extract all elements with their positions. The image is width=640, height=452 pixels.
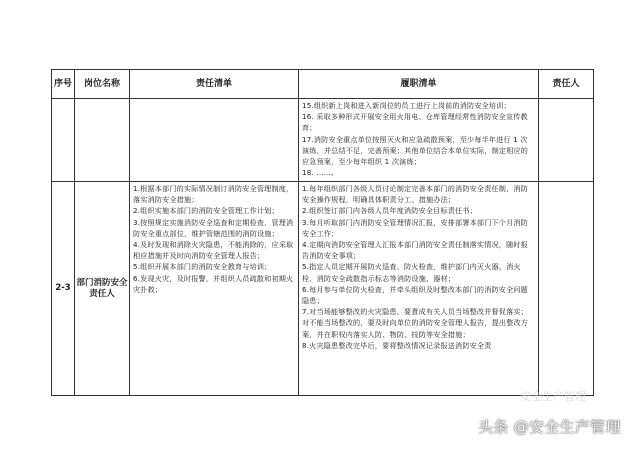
duty-item: 6.发现火灾，及时报警，并组织人员疏散和初期火灾扑救； [133,273,294,294]
header-seq: 序号 [52,70,75,99]
perform-item: 6.每月参与单位防火检查，并牵头组织及时整改本部门的消防安全问题隐患； [302,284,528,306]
row1-person [539,99,594,182]
perform-item: 5.指定人员定期开展防火巡查、防火检查，维护部门内灭火器、消火栓、消防安全疏散指示标志等消防设施、器材； [302,262,521,283]
duty-item: 3.按照规定实施消防安全巡查和定期检查，管理消防安全重点部位，维护管辖范围的消防设施； [133,217,294,238]
row2-duty [130,182,299,396]
table-row [52,99,594,182]
perform-item: 3.每月听取部门内消防安全管理情况汇报，安排部署本部门下个月消防安全工作； [302,217,528,238]
perform-item: 16. 采取多种形式开展安全用火用电、仓库管理经常性消防安全宣传教育； [302,112,528,133]
perform-item: 18. ……。 [302,168,339,178]
table-header-row [52,70,594,99]
perform-item: 1.每年组织部门各级人员讨论制定完善本部门的消防安全责任制、消防安全操作规程，明确具体职责分工、措施办法； [302,184,528,205]
duty-item: 4.及时发现和消除火灾隐患，不能消除的，应采取相应措施并及时向消防安全管理人报告； [133,240,294,261]
header-person: 责任人 [539,70,594,99]
faint-watermark: 安全生产管理 [520,390,586,403]
row2-person [539,182,594,396]
perform-item: 7.对当场能够整改的火灾隐患，要責成有关人员当场整改并督促落实；对不能当场整改的，要及时向单位的消防安全管理人报告，提出整改方案，并在职权内落实人防、物防、技防等安全措施； [302,307,529,339]
header-perform: 履职清单 [299,70,539,99]
row2-seq: 2-3 [52,182,75,396]
header-post: 岗位名称 [75,70,130,99]
row1-seq [52,99,75,182]
toutiao-watermark: 头条 @安全生产管理 [478,418,621,436]
duty-item: 5.组织开展本部门的消防安全教育与培训； [133,262,272,272]
row1-perform [299,99,539,182]
perform-item: 8.火灾隐患整改完毕后，要将整改情况记录报送消防安全责 [302,340,492,350]
row1-post [75,99,130,182]
perform-item: 4.定期向消防安全管理人汇报本部门消防安全责任制落实情况，随时报告消防安全事项； [302,240,528,261]
header-duty: 责任清单 [130,70,299,99]
duty-item: 1.根据本部门的实际情况制订消防安全管理制度，落实消防安全措施； [133,184,294,205]
responsibility-table [51,69,594,396]
table-row [52,182,594,396]
row2-post: 部门消防安全责任人 [75,182,130,396]
perform-item: 15.组织新上岗和进入新岗位的员工进行上岗前的消防安全培训； [302,101,511,110]
perform-item: 2.组织签订部门内各级人员年度消防安全目标责任书； [302,206,477,216]
row2-perform [299,182,539,396]
perform-item: 17.消防安全重点单位按照灭火和应急疏散预案，至少每半年进行 1 次演练，并总结不足，完善预案；其他单位结合本单位实际，制定相应的应急预案，至少每年组织 1 次演练； [302,134,529,167]
duty-item: 2.组织实施本部门的消防安全管理工作计划； [133,206,279,216]
row1-duty [130,99,299,182]
